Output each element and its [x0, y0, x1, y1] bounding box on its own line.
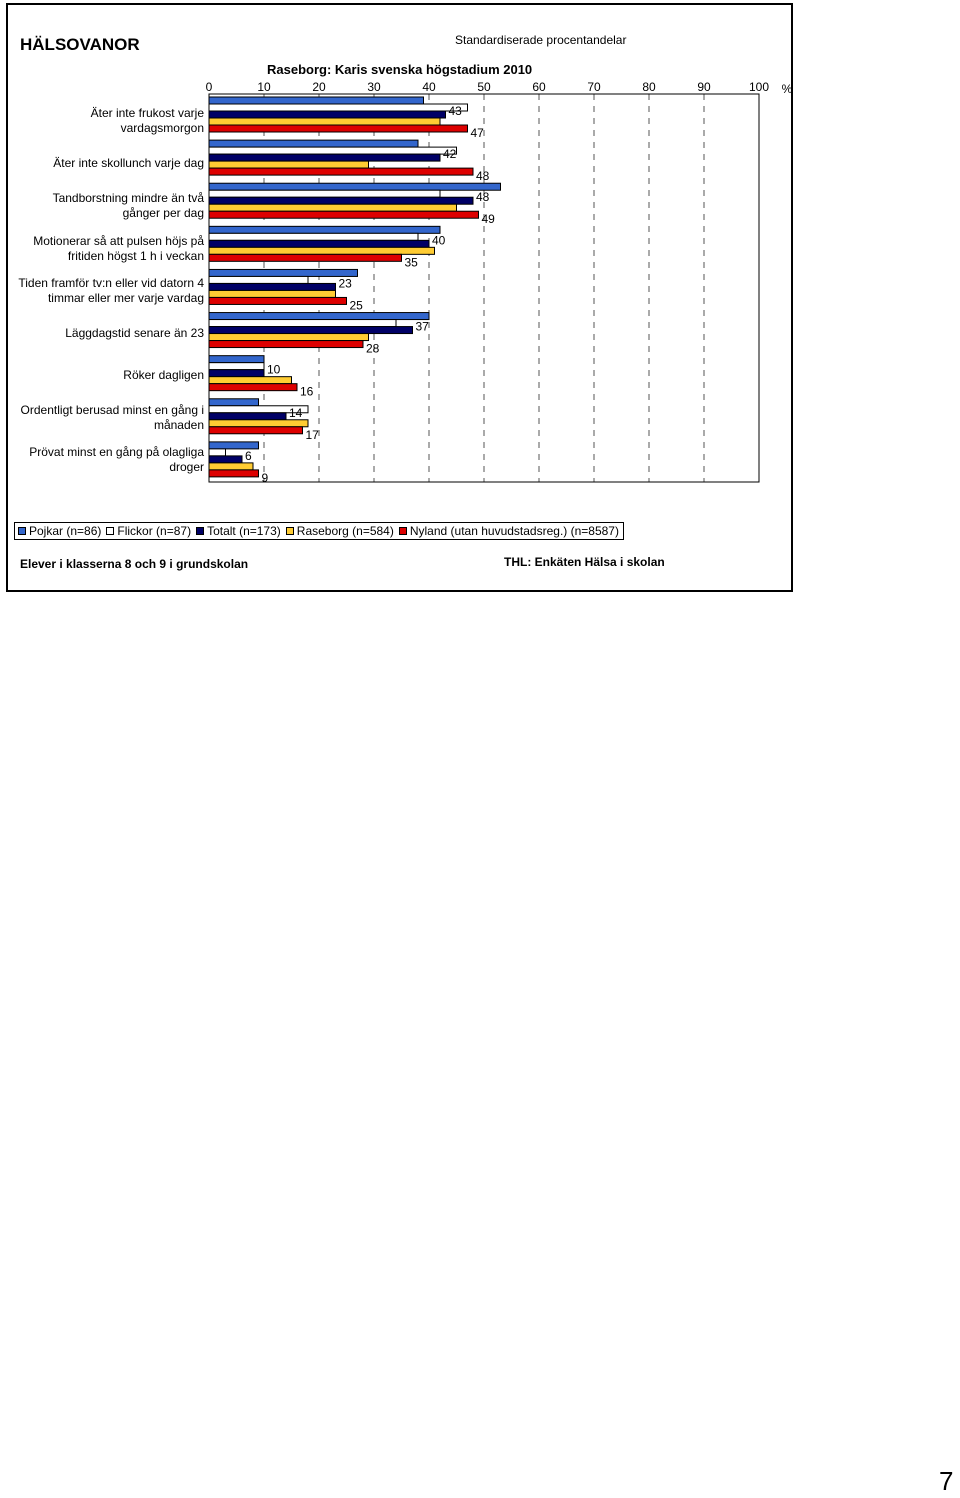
- category-label: Ordentligt berusad minst en gång i månaden: [20, 403, 204, 432]
- bar: [209, 269, 358, 276]
- bar: [209, 363, 264, 370]
- legend-swatch: [399, 527, 407, 535]
- legend-item: [106, 524, 191, 538]
- data-label: 40: [432, 233, 446, 248]
- data-label: 10: [267, 362, 281, 377]
- legend-label: Raseborg (n=584): [296, 524, 394, 538]
- bar: [209, 97, 424, 104]
- category-label: Prövat minst en gång på olagliga droger: [29, 445, 204, 474]
- bar: [209, 370, 264, 377]
- bar: [209, 140, 418, 147]
- data-label: 16: [300, 384, 314, 399]
- bar: [209, 413, 286, 420]
- bar: [209, 341, 363, 348]
- data-label: 6: [245, 448, 252, 463]
- data-label: 49: [481, 212, 495, 227]
- bar: [209, 104, 468, 111]
- data-label: 35: [404, 255, 418, 270]
- bar: [209, 297, 347, 304]
- bar: [209, 276, 308, 283]
- bar: [209, 240, 429, 247]
- chart-subtitle: Standardiserade procentandelar: [455, 33, 627, 47]
- category-label: Äter inte skollunch varje dag: [53, 156, 204, 170]
- legend-swatch: [196, 527, 204, 535]
- data-label: 28: [366, 341, 380, 356]
- x-tick-label: 70: [587, 80, 601, 94]
- bar: [209, 125, 468, 132]
- page-number: 7: [939, 1466, 954, 1496]
- footer-left: Elever i klasserna 8 och 9 i grundskolan: [20, 557, 249, 571]
- legend-item: [196, 524, 281, 538]
- legend-item: [286, 524, 394, 538]
- data-label: 23: [338, 276, 352, 291]
- footer-source: THL: Enkäten Hälsa i skolan: [504, 555, 665, 569]
- x-tick-label: 30: [367, 80, 381, 94]
- bar: [209, 334, 369, 341]
- bar: [209, 118, 440, 125]
- data-label: 9: [261, 470, 269, 485]
- legend: [14, 522, 624, 540]
- legend-label: Flickor (n=87): [117, 524, 192, 538]
- bar: [209, 470, 259, 477]
- bar: [209, 111, 446, 118]
- bar: [209, 449, 226, 456]
- data-label: 47: [470, 126, 484, 140]
- data-label: 17: [305, 427, 319, 442]
- chart-frame: [6, 3, 793, 592]
- bar: [209, 233, 418, 240]
- data-label: 14: [289, 405, 303, 420]
- data-label: 48: [476, 169, 490, 184]
- data-label: 48: [476, 190, 490, 205]
- bar: [209, 161, 369, 168]
- legend-swatch: [286, 527, 294, 535]
- data-label: 42: [443, 147, 457, 162]
- x-tick-label: 40: [422, 80, 436, 94]
- bar: [209, 463, 253, 470]
- x-tick-label: 20: [312, 80, 326, 94]
- bar: [209, 190, 440, 197]
- category-label: Motionerar så att pulsen höjs på fritiden högst 1 h i veckan: [33, 234, 204, 263]
- bar: [209, 384, 297, 391]
- bar: [209, 399, 259, 406]
- data-label: 37: [415, 319, 429, 334]
- x-tick-label: 90: [697, 80, 711, 94]
- bar: [209, 197, 473, 204]
- bar: [209, 427, 303, 434]
- bar: [209, 377, 292, 384]
- legend-item: [18, 524, 101, 538]
- bar: [209, 320, 396, 327]
- x-tick-label: 80: [642, 80, 656, 94]
- x-tick-label: 100: [748, 80, 770, 94]
- bar: [209, 154, 440, 161]
- legend-swatch: [106, 527, 114, 535]
- category-label: Läggdagstid senare än 23: [65, 326, 204, 340]
- bar: [209, 290, 336, 297]
- x-unit-label: %: [781, 82, 793, 96]
- bar: [209, 283, 336, 290]
- category-label: Tandborstning mindre än två gånger per dag: [52, 191, 204, 220]
- category-label: Tiden framför tv:n eller vid datorn 4 timmar eller mer varje vardag: [18, 276, 204, 305]
- x-tick-label: 10: [257, 80, 271, 94]
- bar: [209, 456, 242, 463]
- bar: [209, 147, 457, 154]
- x-tick-label: 50: [477, 80, 491, 94]
- page-title: HÄLSOVANOR: [20, 35, 140, 54]
- bar: [209, 442, 259, 449]
- bar: [209, 247, 435, 254]
- bar: [209, 356, 264, 363]
- x-tick-label: 60: [532, 80, 546, 94]
- legend-label: Nyland (utan huvudstadsreg.) (n=8587): [409, 524, 619, 538]
- bar: [209, 226, 440, 233]
- category-label: Röker dagligen: [123, 368, 204, 382]
- bar: [209, 183, 501, 190]
- legend-label: Totalt (n=173): [207, 524, 281, 538]
- bar-chart: [8, 5, 795, 505]
- chart-title: Raseborg: Karis svenska högstadium 2010: [267, 62, 533, 77]
- category-label: Äter inte frukost varje vardagsmorgon: [90, 106, 204, 135]
- bar: [209, 211, 479, 218]
- bar: [209, 254, 402, 261]
- bar: [209, 327, 413, 334]
- bar: [209, 204, 457, 211]
- bar: [209, 313, 429, 320]
- data-label: 25: [349, 298, 363, 313]
- legend-swatch: [18, 527, 26, 535]
- bar: [209, 168, 473, 175]
- legend-label: Pojkar (n=86): [29, 524, 102, 538]
- data-label: 43: [448, 104, 462, 118]
- legend-item: [399, 524, 619, 538]
- bar: [209, 420, 308, 427]
- x-tick-label: 0: [205, 80, 213, 94]
